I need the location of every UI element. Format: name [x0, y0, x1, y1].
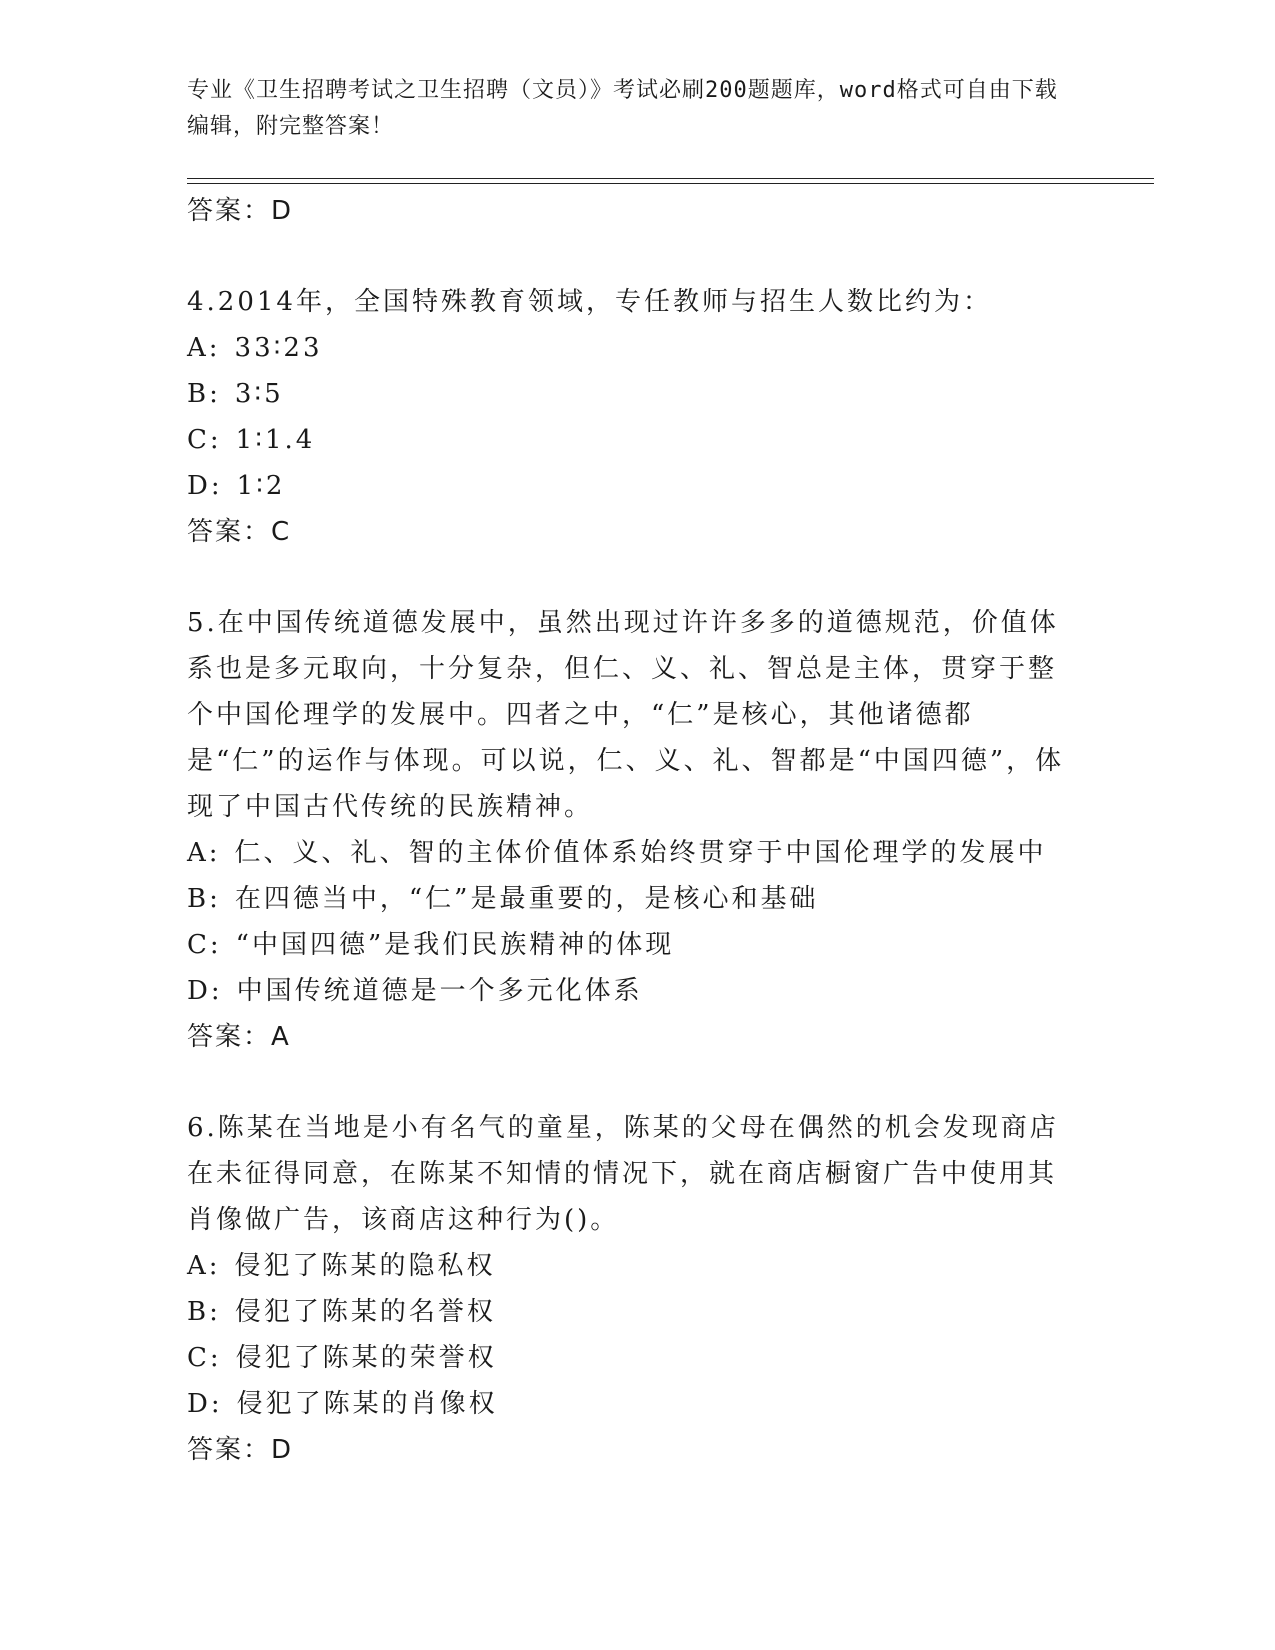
document-header — [187, 73, 1067, 145]
option-key: A: — [187, 838, 221, 868]
option-text: 中国传统道德是一个多元化体系 — [236, 976, 643, 1006]
answer-label: 答案： — [187, 1435, 272, 1465]
option-c — [187, 922, 1087, 968]
option-d — [187, 1381, 1087, 1427]
option-key: A: — [187, 1251, 221, 1281]
answer-line — [187, 509, 1087, 555]
option-d — [187, 463, 1087, 509]
option-b — [187, 876, 1087, 922]
option-key: B: — [187, 884, 221, 914]
option-key: D: — [187, 976, 223, 1006]
option-text: 3∶5 — [234, 379, 284, 409]
option-text: 33∶23 — [234, 333, 323, 363]
option-text: 1∶2 — [236, 471, 286, 501]
option-text: 侵犯了陈某的隐私权 — [234, 1251, 496, 1281]
option-b — [187, 1289, 1087, 1335]
answer-value: D — [271, 1435, 294, 1465]
option-text: 侵犯了陈某的荣誉权 — [235, 1343, 497, 1373]
option-a — [187, 325, 1087, 371]
option-key: C: — [187, 930, 222, 960]
option-text: 1∶1.4 — [235, 425, 316, 455]
question-text: 6.陈某在当地是小有名气的童星，陈某的父母在偶然的机会发现商店在未征得同意，在陈某不知情的情况下，就在商店橱窗广告中使用其肖像做广告，该商店这种行为()。 — [187, 1113, 1059, 1235]
option-d — [187, 968, 1087, 1014]
question-block — [187, 1105, 1087, 1473]
option-c — [187, 1335, 1087, 1381]
option-text: 仁、义、礼、智的主体价值体系始终贯穿于中国伦理学的发展中 — [234, 838, 1047, 868]
option-key: B: — [187, 1297, 221, 1327]
header-title: 专业《卫生招聘考试之卫生招聘（文员）》考试必刷200题题库，word格式可自由下载编辑，附完整答案！ — [187, 78, 1058, 139]
header-divider-bottom — [187, 183, 1154, 184]
option-text: 在四德当中，“仁”是最重要的，是核心和基础 — [234, 884, 819, 914]
option-a — [187, 1243, 1087, 1289]
answer-line — [187, 1427, 1087, 1473]
answer-label: 答案： — [187, 1022, 272, 1052]
option-text: “中国四德”是我们民族精神的体现 — [235, 930, 675, 960]
question-text: 5.在中国传统道德发展中，虽然出现过许许多多的道德规范，价值体系也是多元取向，十分复杂，但仁、义、礼、智总是主体，贯穿于整个中国伦理学的发展中。四者之中，“仁”是核心，其他诸德都是“仁”的运作与体现。可以说，仁、义、礼、智都是“中国四德”，体现了中国古代传统的民族精神。 — [187, 608, 1065, 822]
option-a — [187, 830, 1087, 876]
question-block — [187, 279, 1087, 555]
answer-value: C — [271, 517, 292, 547]
answer-label: 答案： — [187, 196, 272, 226]
option-key: B: — [187, 379, 221, 409]
option-key: D: — [187, 471, 223, 501]
option-text: 侵犯了陈某的名誉权 — [234, 1297, 496, 1327]
header-divider-top — [187, 178, 1154, 179]
answer-line — [187, 188, 1087, 234]
option-key: C: — [187, 1343, 222, 1373]
spacer — [187, 555, 1087, 600]
option-key: D: — [187, 1389, 223, 1419]
spacer — [187, 1060, 1087, 1105]
spacer — [187, 234, 1087, 279]
option-b — [187, 371, 1087, 417]
answer-label: 答案： — [187, 517, 272, 547]
option-key: A: — [187, 333, 221, 363]
answer-value: D — [271, 196, 294, 226]
answer-value: A — [271, 1022, 291, 1052]
option-text: 侵犯了陈某的肖像权 — [236, 1389, 498, 1419]
option-key: C: — [187, 425, 222, 455]
answer-line — [187, 1014, 1087, 1060]
option-c — [187, 417, 1087, 463]
question-text: 4.2014年，全国特殊教育领域，专任教师与招生人数比约为： — [187, 287, 992, 317]
question-block — [187, 600, 1087, 1060]
question-list — [187, 188, 1087, 1473]
